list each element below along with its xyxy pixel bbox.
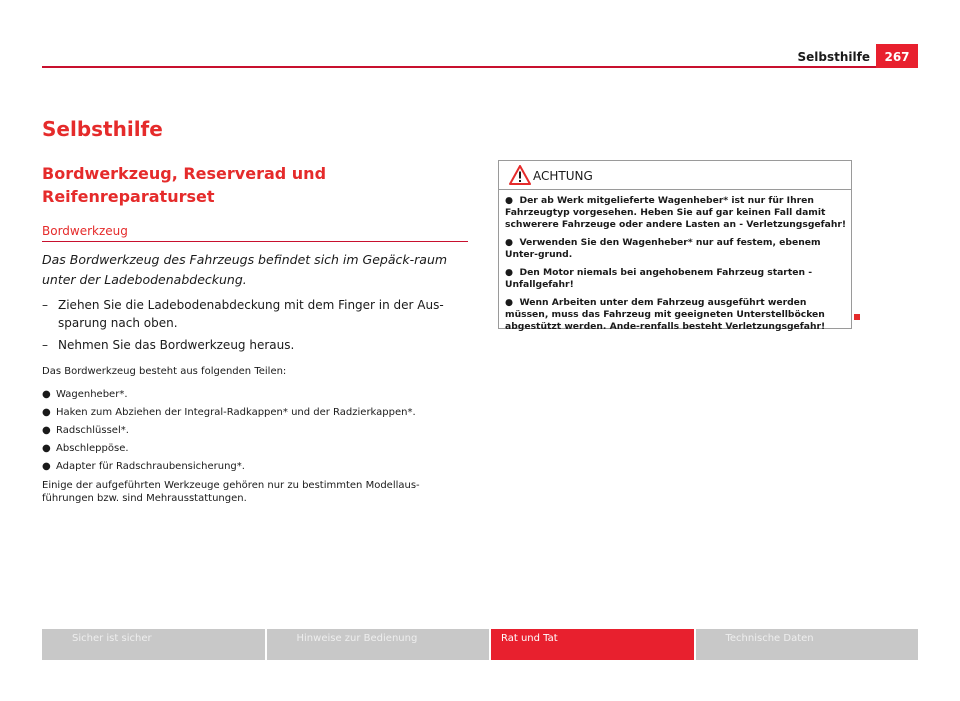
bullet-icon: ● <box>42 461 51 472</box>
availability-note: Einige der aufgeführten Werkzeuge gehören nur zu bestimmten Modellaus-führungen bzw. sind Mehrausstattungen. <box>42 480 420 504</box>
warning-item: ● Wenn Arbeiten unter dem Fahrzeug ausgeführt werden müssen, muss das Fahrzeug mit geeigneten Unterstellböcken abgestützt werden. Ande-renfalls besteht Verletzungsgefahr! <box>505 297 826 332</box>
step-item <box>42 296 468 332</box>
chapter-title: Selbsthilfe <box>42 117 163 141</box>
page-number: 267 <box>876 44 918 68</box>
list-item-text: Adapter für Radschraubensicherung*. <box>56 461 245 472</box>
warning-triangle-icon <box>509 165 531 185</box>
bullet-icon: ● <box>42 389 51 400</box>
step-text: Ziehen Sie die Ladebodenabdeckung mit dem Finger in der Aus-sparung nach oben. <box>58 298 444 330</box>
running-header-title: Selbsthilfe <box>797 50 870 64</box>
list-item-text: Radschlüssel*. <box>56 425 129 436</box>
tab-rat-und-tat[interactable]: Rat und Tat <box>491 629 694 660</box>
warning-item: ● Verwenden Sie den Wagenheber* nur auf festem, ebenem Unter-grund. <box>505 237 821 260</box>
tab-technische-daten[interactable]: Technische Daten <box>696 629 919 660</box>
parts-list <box>42 386 468 476</box>
section-title: Bordwerkzeug, Reserverad und Reifenreparaturset <box>42 164 327 206</box>
list-item <box>42 404 468 422</box>
list-item-text: Wagenheber*. <box>56 389 128 400</box>
intro-paragraph: Das Bordwerkzeug des Fahrzeugs befindet sich im Gepäck-raum unter der Ladebodenabdeckung. <box>42 252 448 287</box>
warning-item: ● Der ab Werk mitgelieferte Wagenheber* ist nur für Ihren Fahrzeugtyp vorgesehen. Heben Sie auf gar keinen Fall damit schwerere Fahrzeuge oder andere Lasten an - Verletzungsgefahr! <box>505 195 847 230</box>
list-item <box>42 458 468 476</box>
section-end-marker <box>854 314 860 320</box>
step-marker: – <box>42 298 48 312</box>
warning-header <box>499 161 851 190</box>
bullet-icon: ● <box>42 443 51 454</box>
warning-body <box>505 195 849 339</box>
list-item <box>42 386 468 404</box>
bullet-icon: ● <box>42 407 51 418</box>
subsection-title: Bordwerkzeug <box>42 224 128 238</box>
step-marker: – <box>42 338 48 352</box>
warning-title: ACHTUNG <box>533 169 593 183</box>
list-item-text: Haken zum Abziehen der Integral-Radkappen* und der Radzierkappen*. <box>56 407 416 418</box>
header-rule <box>42 66 918 68</box>
list-item-text: Abschleppöse. <box>56 443 129 454</box>
tab-sicher-ist-sicher[interactable]: Sicher ist sicher <box>42 629 265 660</box>
bullet-icon: ● <box>42 425 51 436</box>
step-item <box>42 336 468 354</box>
chapter-nav <box>42 629 918 660</box>
parts-intro: Das Bordwerkzeug besteht aus folgenden Teilen: <box>42 366 287 377</box>
subsection-rule <box>42 241 468 242</box>
step-text: Nehmen Sie das Bordwerkzeug heraus. <box>58 338 295 352</box>
list-item <box>42 422 468 440</box>
tab-hinweise-zur-bedienung[interactable]: Hinweise zur Bedienung <box>267 629 490 660</box>
list-item <box>42 440 468 458</box>
warning-box <box>498 160 852 332</box>
warning-item: ● Den Motor niemals bei angehobenem Fahrzeug starten - Unfallgefahr! <box>505 267 813 290</box>
